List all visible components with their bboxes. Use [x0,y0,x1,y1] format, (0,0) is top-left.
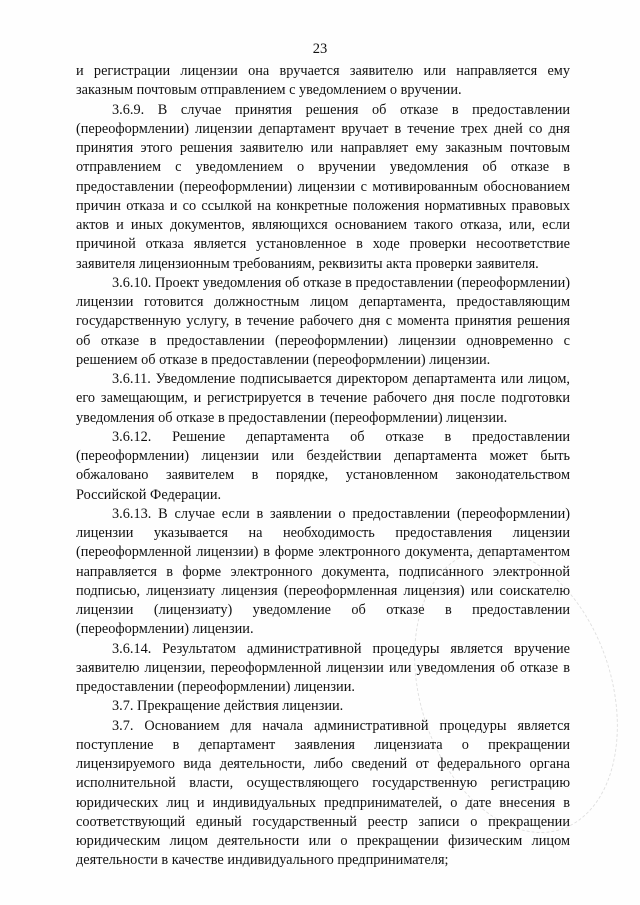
paragraph-continuation: и регистрации лицензии она вручается заявителю или направляется ему заказным почтовым отправлением с уведомлением о вручении. [76,63,570,99]
section-heading-3-7: 3.7. Прекращение действия лицензии. [112,698,344,715]
page-number: 23 [312,41,328,57]
paragraph-3-6-13: 3.6.13. В случае если в заявлении о предоставлении (переоформлении) лицензии указывается на необходимость предоставления лицензии (переоформленной лицензии) в форме электронного документа, департаментом направляется в форме электронного документа, подписанного электронной подписью, лицензиату лицензия (переоформленная лицензия) или соискателю лицензии (лицензиату) уведомление об отказе в предоставлении (переоформлении) лицензии. [76,505,570,638]
paragraph-3-6-12: 3.6.12. Решение департамента об отказе в предоставлении (переоформлении) лицензии или бездействии департамента может быть обжаловано заявителем в порядке, установленном законодательством Российской Федерации. [76,428,570,503]
paragraph-3-6-9: 3.6.9. В случае принятия решения об отказе в предоставлении (переоформлении) лицензии департамент вручает в течение трех дней со дня принятия этого решения заявителю или направляет ему заказным почтовым отправлением с уведомлением о вручении уведомления об отказе в предоставлении (переоформлении) лицензии с мотивированным обоснованием причин отказа и со ссылкой на конкретные положения нормативных правовых актов и иных документов, являющихся основанием такого отказа, или, если причиной отказа является установленное в ходе проверки несоответствие заявителя лицензионным требованиям, реквизиты акта проверки заявителя. [76,101,570,272]
paragraph-3-6-10: 3.6.10. Проект уведомления об отказе в предоставлении (переоформлении) лицензии готовится должностным лицом департамента, предоставляющим государственную услугу, в течение рабочего дня с момента принятия решения об отказе в предоставлении (переоформлении) лицензии одновременно с решением об отказе в предоставлении (переоформлении) лицензии. [76,274,570,368]
paragraph-3-7: 3.7. Основанием для начала административной процедуры является поступление в департамент заявления лицензиата о прекращении лицензируемого вида деятельности, либо сведений от федерального органа исполнительной власти, осуществляющего государственную регистрацию юридических лиц и индивидуальных предпринимателей, о дате внесения в соответствующий единый государственный реестр записи о прекращении юридическим лицом деятельности или о прекращении физическим лицом деятельности в качестве индивидуального предпринимателя; [76,717,570,869]
paragraph-3-6-14: 3.6.14. Результатом административной процедуры является вручение заявителю лицензии, переоформленной лицензии или уведомления об отказе в предоставлении (переоформлении) лицензии. [76,640,570,695]
paragraph-3-6-11: 3.6.11. Уведомление подписывается директором департамента или лицом, его замещающим, и регистрируется в течение рабочего дня после подготовки уведомления об отказе в предоставлении (переоформлении) лицензии. [76,371,570,426]
document-body [76,62,570,871]
